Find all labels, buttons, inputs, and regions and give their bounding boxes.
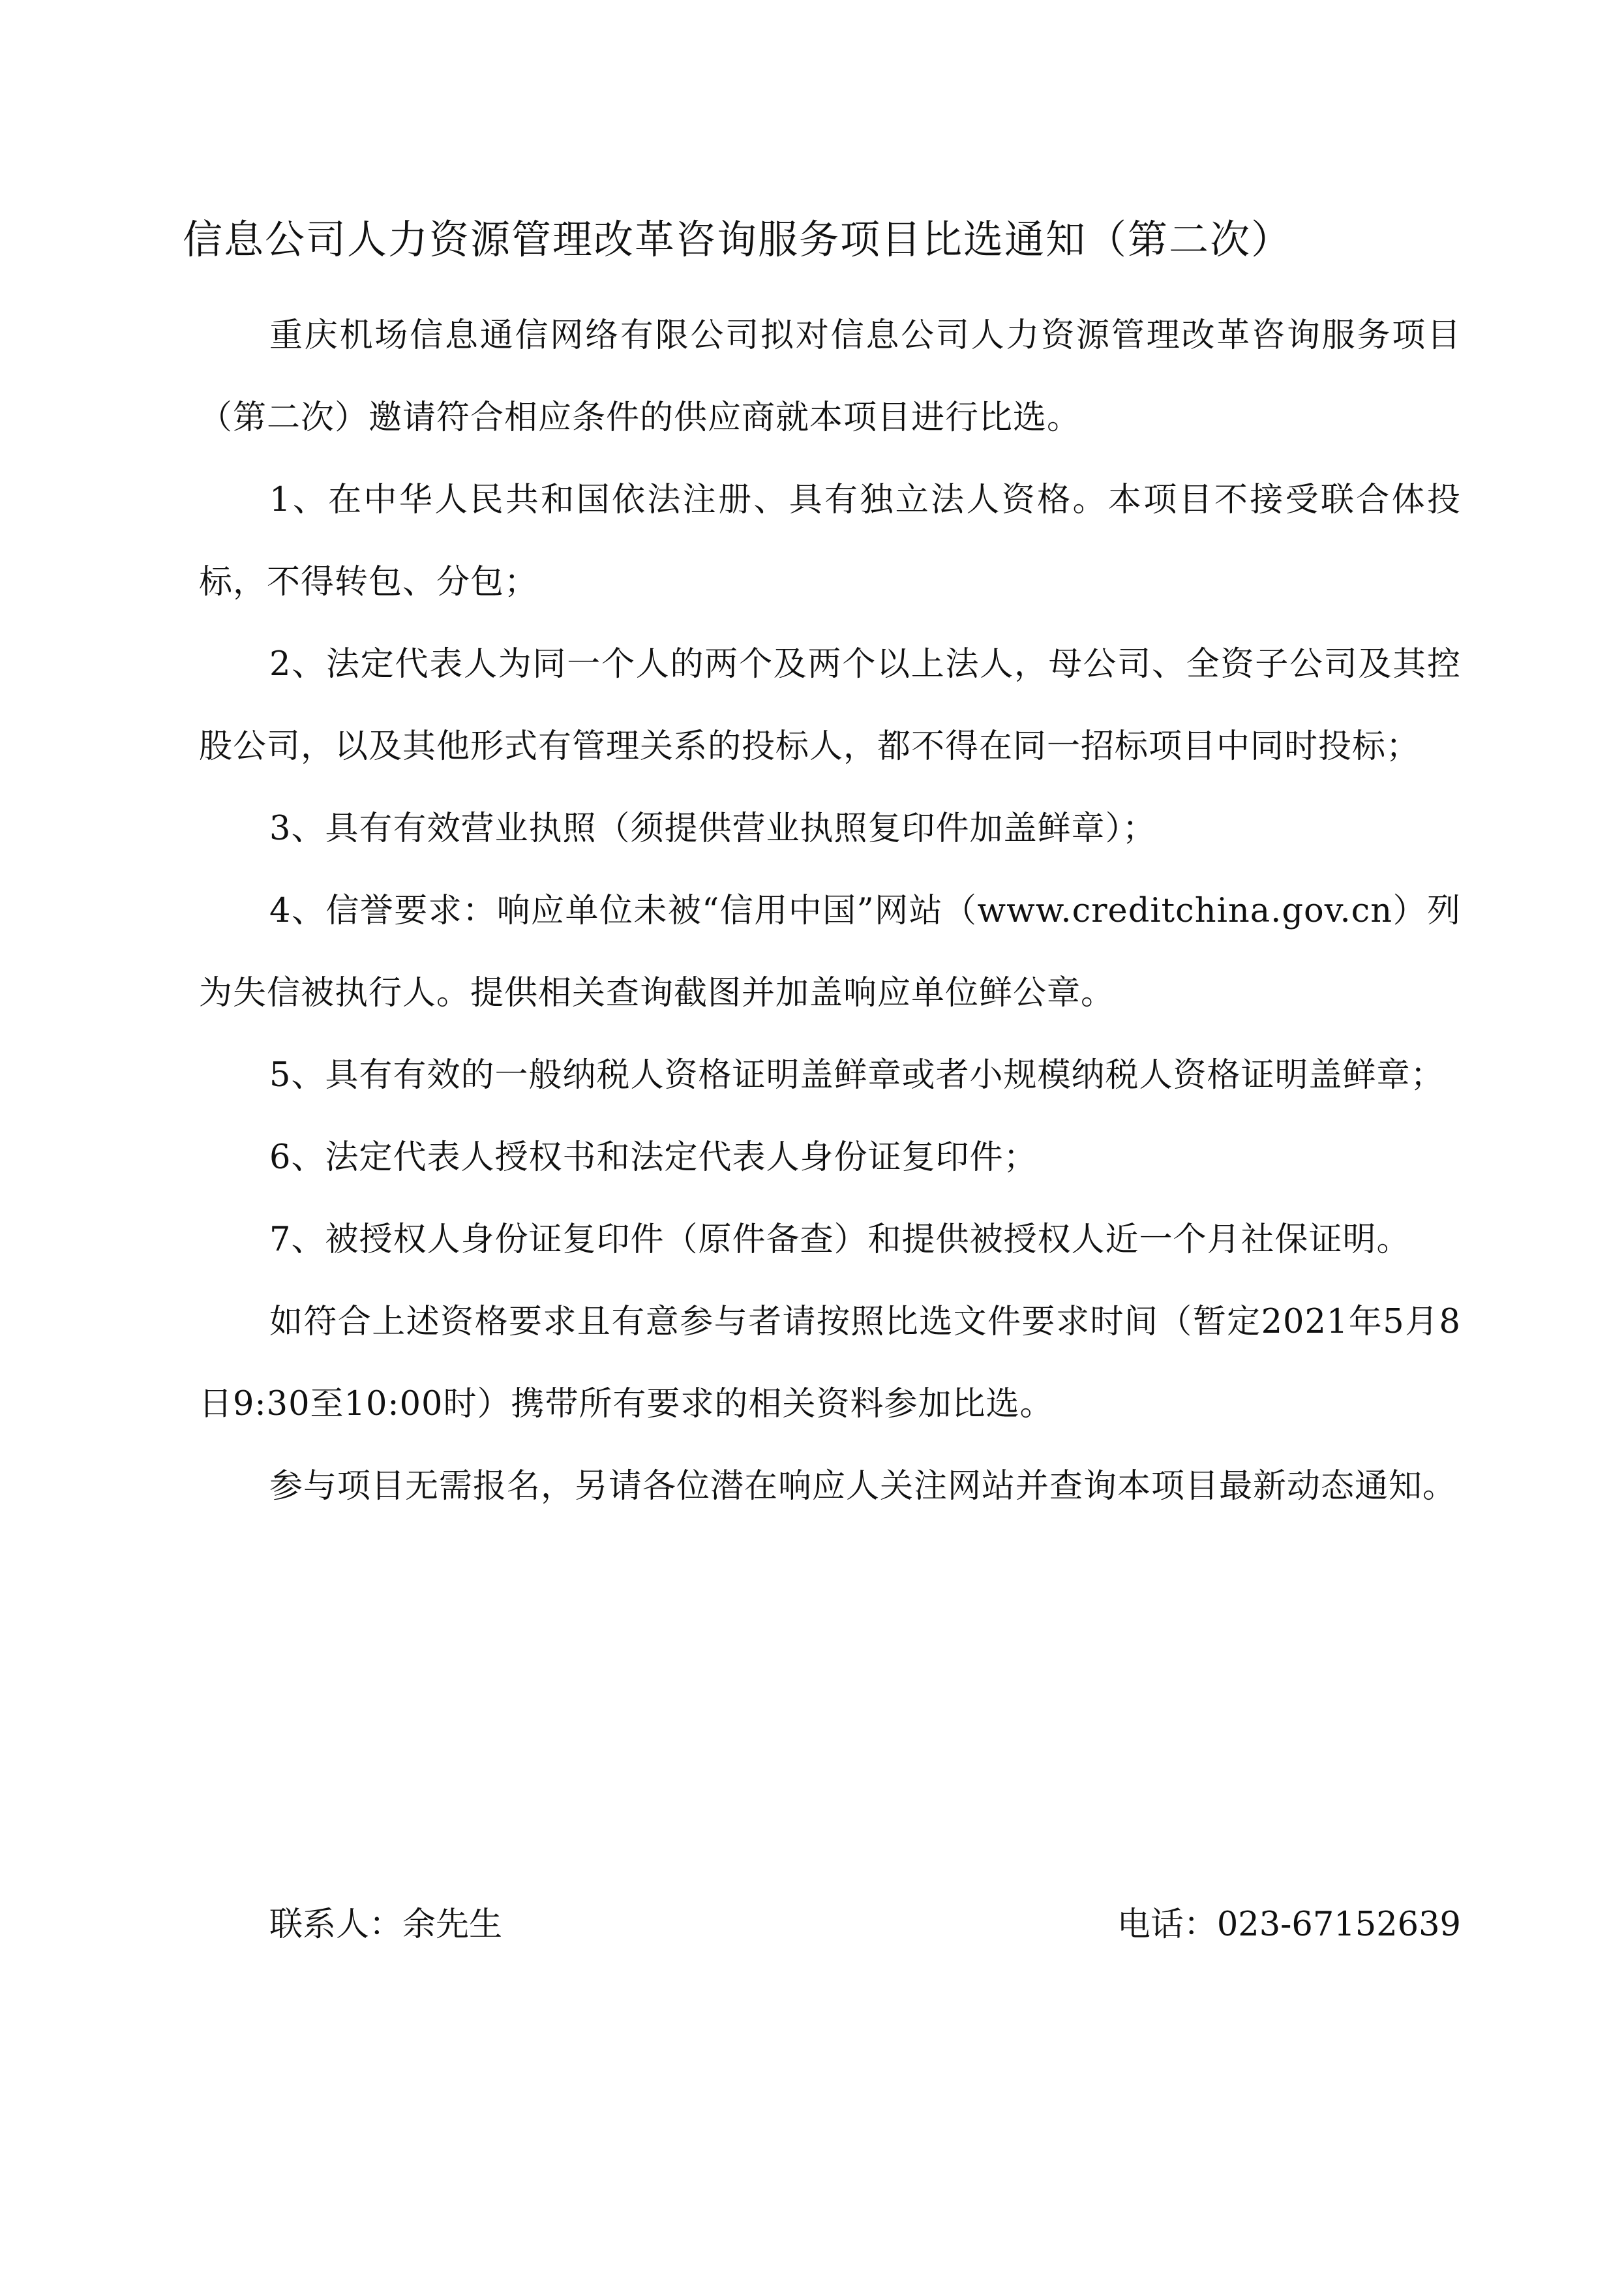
requirement-7: 7、被授权人身份证复印件（原件备查）和提供被授权人近一个月社保证明。 [269, 1221, 1411, 1259]
requirement-4: 4、信誉要求：响应单位未被“信用中国”网站（www.creditchina.gov.cn）列为失信被执行人。提供相关查询截图并加盖响应单位鲜公章。 [199, 892, 1461, 1012]
document-body [199, 295, 1461, 1528]
requirement-1: 1、在中华人民共和国依法注册、具有独立法人资格。本项目不接受联合体投标，不得转包、分包； [199, 481, 1461, 601]
intro-paragraph: 重庆机场信息通信网络有限公司拟对信息公司人力资源管理改革咨询服务项目（第二次）邀请符合相应条件的供应商就本项目进行比选。 [199, 316, 1461, 437]
notice-paragraph: 参与项目无需报名，另请各位潜在响应人关注网站并查询本项目最新动态通知。 [269, 1467, 1457, 1506]
document-title: 信息公司人力资源管理改革咨询服务项目比选通知（第二次） [183, 217, 1293, 263]
requirement-2: 2、法定代表人为同一个人的两个及两个以上法人，母公司、全资子公司及其控股公司，以及其他形式有管理关系的投标人，都不得在同一招标项目中同时投标； [199, 645, 1461, 766]
requirement-6: 6、法定代表人授权书和法定代表人身份证复印件； [269, 1138, 1038, 1177]
requirement-5: 5、具有有效的一般纳税人资格证明盖鲜章或者小规模纳税人资格证明盖鲜章； [269, 1056, 1445, 1095]
requirement-3: 3、具有有效营业执照（须提供营业执照复印件加盖鲜章）； [269, 810, 1156, 848]
contact-person: 联系人：余先生 [269, 1905, 503, 1944]
contact-phone: 电话：023-67152639 [1117, 1905, 1461, 1944]
contact-row [199, 1884, 1461, 1966]
schedule-paragraph: 如符合上述资格要求且有意参与者请按照比选文件要求时间（暂定2021年5月8日9:30至10:00时）携带所有要求的相关资料参加比选。 [199, 1303, 1461, 1423]
